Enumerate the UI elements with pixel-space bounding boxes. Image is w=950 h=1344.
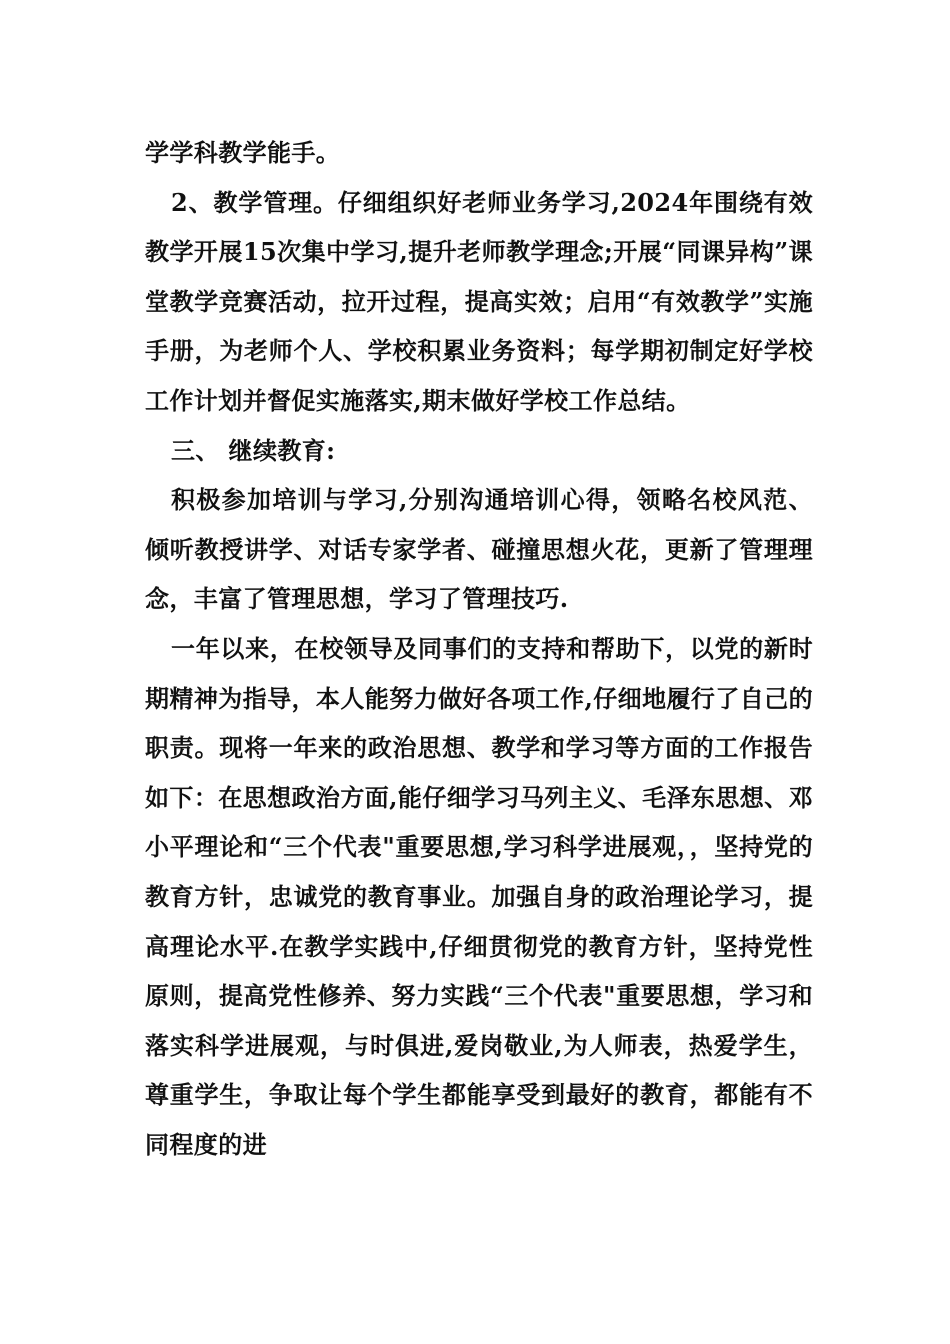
document-body (145, 128, 813, 1169)
paragraph-1: 学学科教学能手。 (145, 138, 341, 167)
section-heading-continuing-education: 三、 继续教育: (171, 435, 336, 465)
paragraph-teaching-management: 2、教学管理。仔细组织好老师业务学习,2024年围绕有效教学开展15次集中学习,提升老师教学理念;开展“同课异构”课堂教学竞赛活动，拉开过程，提高实效；启用“有效教学”实施手册，为老师个人、学校积累业务资料；每学期初制定好学校工作计划并督促实施落实,期末做好学校工作总结。 (145, 187, 813, 415)
paragraph-training: 积极参加培训与学习,分别沟通培训心得，领略名校风范、倾听教授讲学、对话专家学者、碰撞思想火花，更新了管理理念，丰富了管理思想，学习了管理技巧. (145, 485, 813, 614)
paragraph-annual-report: 一年以来，在校领导及同事们的支持和帮助下，以党的新时期精神为指导，本人能努力做好各项工作,仔细地履行了自己的职责。现将一年来的政治思想、教学和学习等方面的工作报告如下：在思想政治方面,能仔细学习马列主义、毛泽东思想、邓小平理论和“三个代表"重要思想,学习科学进展观，，坚持党的教育方针，忠诚党的教育事业。加强自身的政治理论学习，提高理论水平.在教学实践中,仔细贯彻党的教育方针，坚持党性原则，提高党性修养、努力实践“三个代表"重要思想，学习和落实科学进展观，与时俱进,爱岗敬业,为人师表，热爱学生，尊重学生，争取让每个学生都能享受到最好的教育，都能有不同程度的进 (145, 633, 813, 1159)
